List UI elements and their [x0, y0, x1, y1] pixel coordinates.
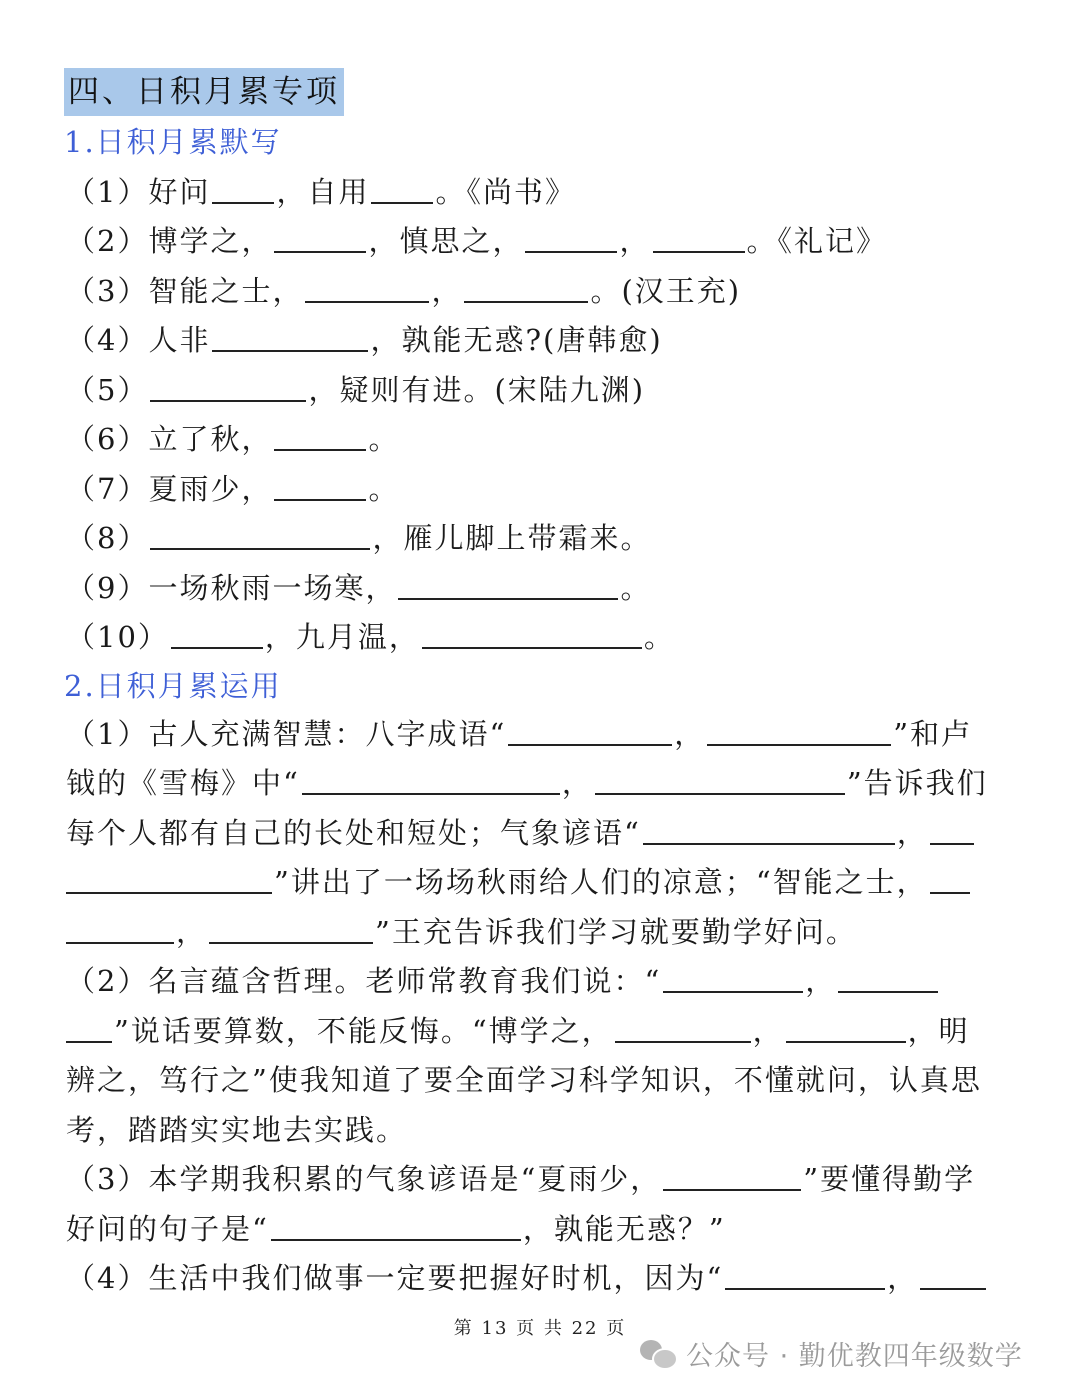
answer-blank[interactable] — [271, 1213, 521, 1241]
q1-line-5: ， ”王充告诉我们学习就要勤学好问。 — [66, 912, 857, 952]
watermark-text: 公众号 · 勤优教四年级数学 — [686, 1340, 1023, 1372]
item-10: （10） ，九月温， 。 — [66, 620, 675, 654]
answer-blank[interactable] — [615, 1015, 751, 1043]
answer-blank[interactable] — [209, 916, 373, 944]
item-7: （7）夏雨少， 。 — [66, 472, 400, 506]
answer-blank[interactable] — [422, 621, 642, 649]
item-3: （3）智能之士， ， 。(汉王充) — [66, 274, 742, 308]
item-2: （2）博学之， ，慎思之， ， 。《礼记》 — [66, 224, 888, 258]
item-5: （5） ，疑则有进。(宋陆九渊) — [66, 373, 646, 407]
answer-blank[interactable] — [595, 767, 845, 795]
item-9: （9）一场秋雨一场寒， 。 — [66, 571, 652, 605]
answer-blank[interactable] — [653, 225, 745, 253]
answer-blank[interactable] — [66, 1015, 112, 1043]
answer-blank[interactable] — [663, 965, 803, 993]
q1-line-4: ”讲出了一场场秋雨给人们的凉意；“智能之士， — [66, 862, 972, 902]
answer-blank[interactable] — [171, 621, 263, 649]
answer-blank[interactable] — [643, 817, 895, 845]
answer-blank[interactable] — [371, 176, 433, 204]
item-4: （4）人非 ，孰能无惑?(唐韩愈) — [66, 323, 663, 357]
answer-blank[interactable] — [66, 916, 174, 944]
item-8: （8） ，雁儿脚上带霜来。 — [66, 521, 652, 555]
q3-line-2: 好问的句子是“ ，孰能无惑？” — [66, 1212, 726, 1246]
answer-blank[interactable] — [786, 1015, 906, 1043]
q1-line-2: 钺的《雪梅》中“ ， ”告诉我们 — [66, 766, 988, 800]
answer-blank[interactable] — [725, 1262, 885, 1290]
answer-blank[interactable] — [150, 522, 370, 550]
answer-blank[interactable] — [274, 423, 366, 451]
item-6: （6）立了秋， 。 — [66, 422, 400, 456]
wechat-icon — [640, 1338, 676, 1368]
q1-line-1: （1）古人充满智慧：八字成语“ ， ”和卢 — [66, 717, 973, 751]
answer-blank[interactable] — [707, 718, 891, 746]
q2-line-1: （2）名言蕴含哲理。老师常教育我们说：“ ， — [66, 961, 940, 1001]
answer-blank[interactable] — [930, 866, 970, 894]
watermark — [640, 1331, 1023, 1375]
q2-line-2: ”说话要算数，不能反悔。“博学之， ， ，明 — [66, 1011, 970, 1051]
q2-line-3: 辨之，笃行之”使我知道了要全面学习科学知识，不懂就问，认真思 — [66, 1063, 982, 1097]
answer-blank[interactable] — [66, 866, 272, 894]
answer-blank[interactable] — [920, 1262, 986, 1290]
section-title: 四、日积月累专项 — [64, 68, 344, 116]
answer-blank[interactable] — [838, 965, 938, 993]
answer-blank[interactable] — [212, 324, 368, 352]
answer-blank[interactable] — [464, 275, 588, 303]
q4-line-1: （4）生活中我们做事一定要把握好时机，因为“ ， — [66, 1258, 988, 1298]
answer-blank[interactable] — [525, 225, 617, 253]
page-number: 第 13 页 共 22 页 — [453, 1318, 627, 1339]
answer-blank[interactable] — [302, 767, 560, 795]
answer-blank[interactable] — [274, 225, 366, 253]
q3-line-1: （3）本学期我积累的气象谚语是“夏雨少， ”要懂得勤学 — [66, 1162, 976, 1196]
part1-title: 1.日积月累默写 — [64, 125, 282, 159]
q1-line-3: 每个人都有自己的长处和短处；气象谚语“ ， — [66, 813, 976, 853]
answer-blank[interactable] — [930, 817, 974, 845]
answer-blank[interactable] — [274, 473, 366, 501]
answer-blank[interactable] — [508, 718, 672, 746]
answer-blank[interactable] — [212, 176, 274, 204]
answer-blank[interactable] — [150, 374, 306, 402]
item-1: （1）好问 ，自用 。《尚书》 — [66, 175, 576, 209]
answer-blank[interactable] — [305, 275, 429, 303]
q2-line-4: 考，踏踏实实地去实践。 — [66, 1113, 408, 1147]
answer-blank[interactable] — [398, 572, 618, 600]
part2-title: 2.日积月累运用 — [64, 669, 282, 703]
answer-blank[interactable] — [663, 1163, 801, 1191]
